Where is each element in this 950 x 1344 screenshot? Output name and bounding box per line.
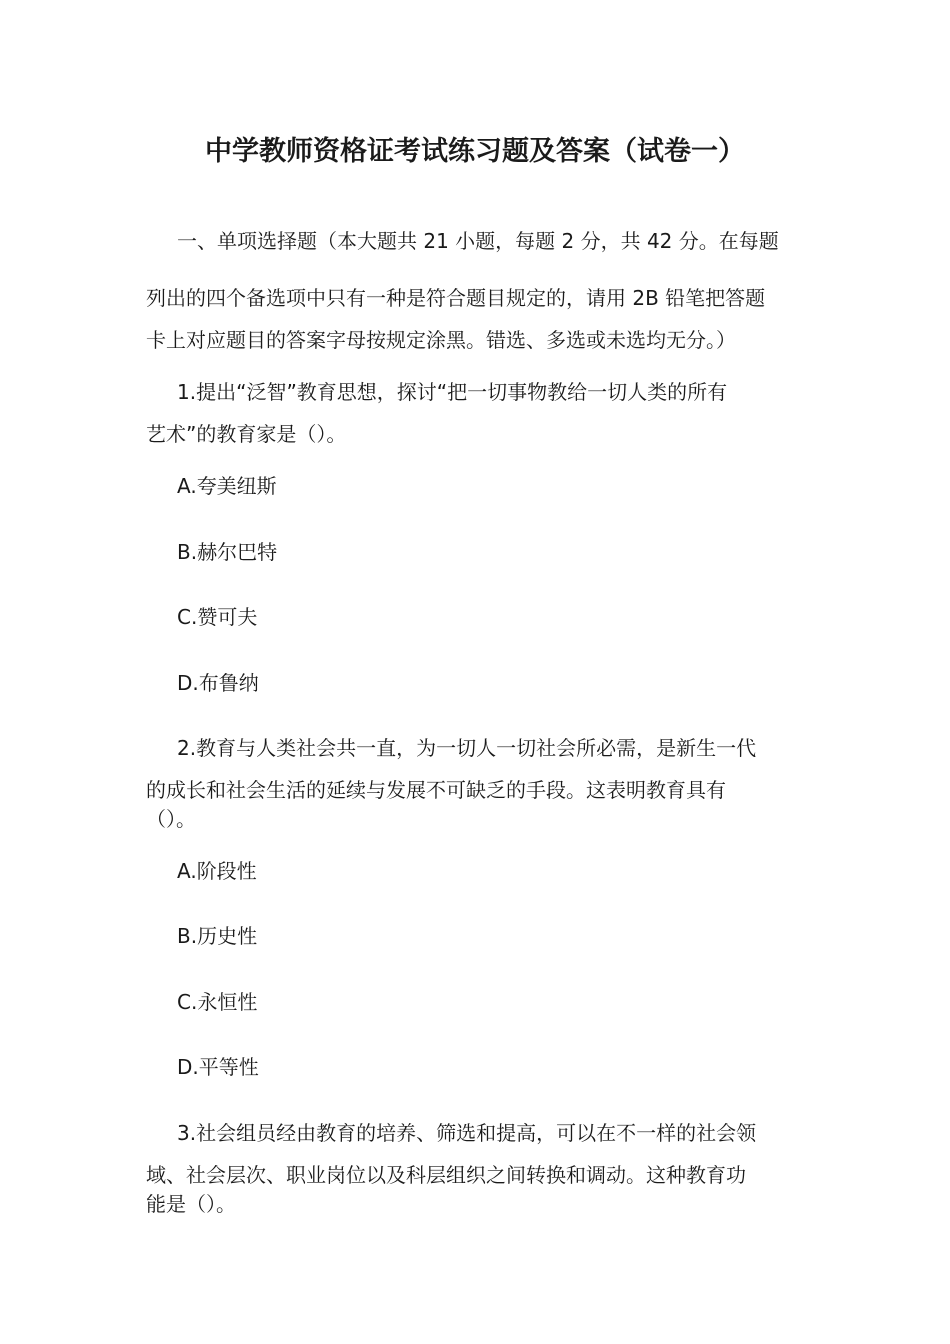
question-2-stem-line-2: 的成长和社会生活的延续与发展不可缺乏的手段。这表明教育具有	[146, 778, 726, 802]
question-2-stem-line-1: 2.教育与人类社会共一直，为一切人一切社会所必需，是新生一代	[177, 736, 757, 760]
instructions-line-2: 列出的四个备选项中只有一种是符合题目规定的，请用 2B 铅笔把答题	[146, 286, 766, 310]
question-1-stem-line-2: 艺术”的教育家是（）。	[146, 422, 347, 446]
question-2-option-d: D.平等性	[177, 1055, 259, 1079]
question-1-stem-line-1: 1.提出“泛智”教育思想，探讨“把一切事物教给一切人类的所有	[177, 380, 728, 404]
question-1-option-c: C.赞可夫	[177, 605, 258, 629]
question-1-option-a: A.夸美纽斯	[177, 474, 277, 498]
question-1-option-d: D.布鲁纳	[177, 671, 259, 695]
question-2-stem-line-3: （）。	[146, 807, 196, 831]
question-2-option-b: B.历史性	[177, 924, 258, 948]
question-3-stem-line-3: 能是（）。	[146, 1192, 236, 1216]
instructions-line-1: 一、单项选择题（本大题共 21 小题，每题 2 分，共 42 分。在每题	[177, 229, 779, 253]
question-2-option-c: C.永恒性	[177, 990, 258, 1014]
question-1-option-b: B.赫尔巴特	[177, 540, 278, 564]
instructions-line-3: 卡上对应题目的答案字母按规定涂黑。错选、多选或未选均无分。）	[146, 328, 736, 352]
question-3-stem-line-2: 域、社会层次、职业岗位以及科层组织之间转换和调动。这种教育功	[146, 1163, 746, 1187]
question-3-stem-line-1: 3.社会组员经由教育的培养、筛选和提高，可以在不一样的社会领	[177, 1121, 757, 1145]
page-title: 中学教师资格证考试练习题及答案（试卷一）	[205, 136, 745, 167]
question-2-option-a: A.阶段性	[177, 859, 257, 883]
